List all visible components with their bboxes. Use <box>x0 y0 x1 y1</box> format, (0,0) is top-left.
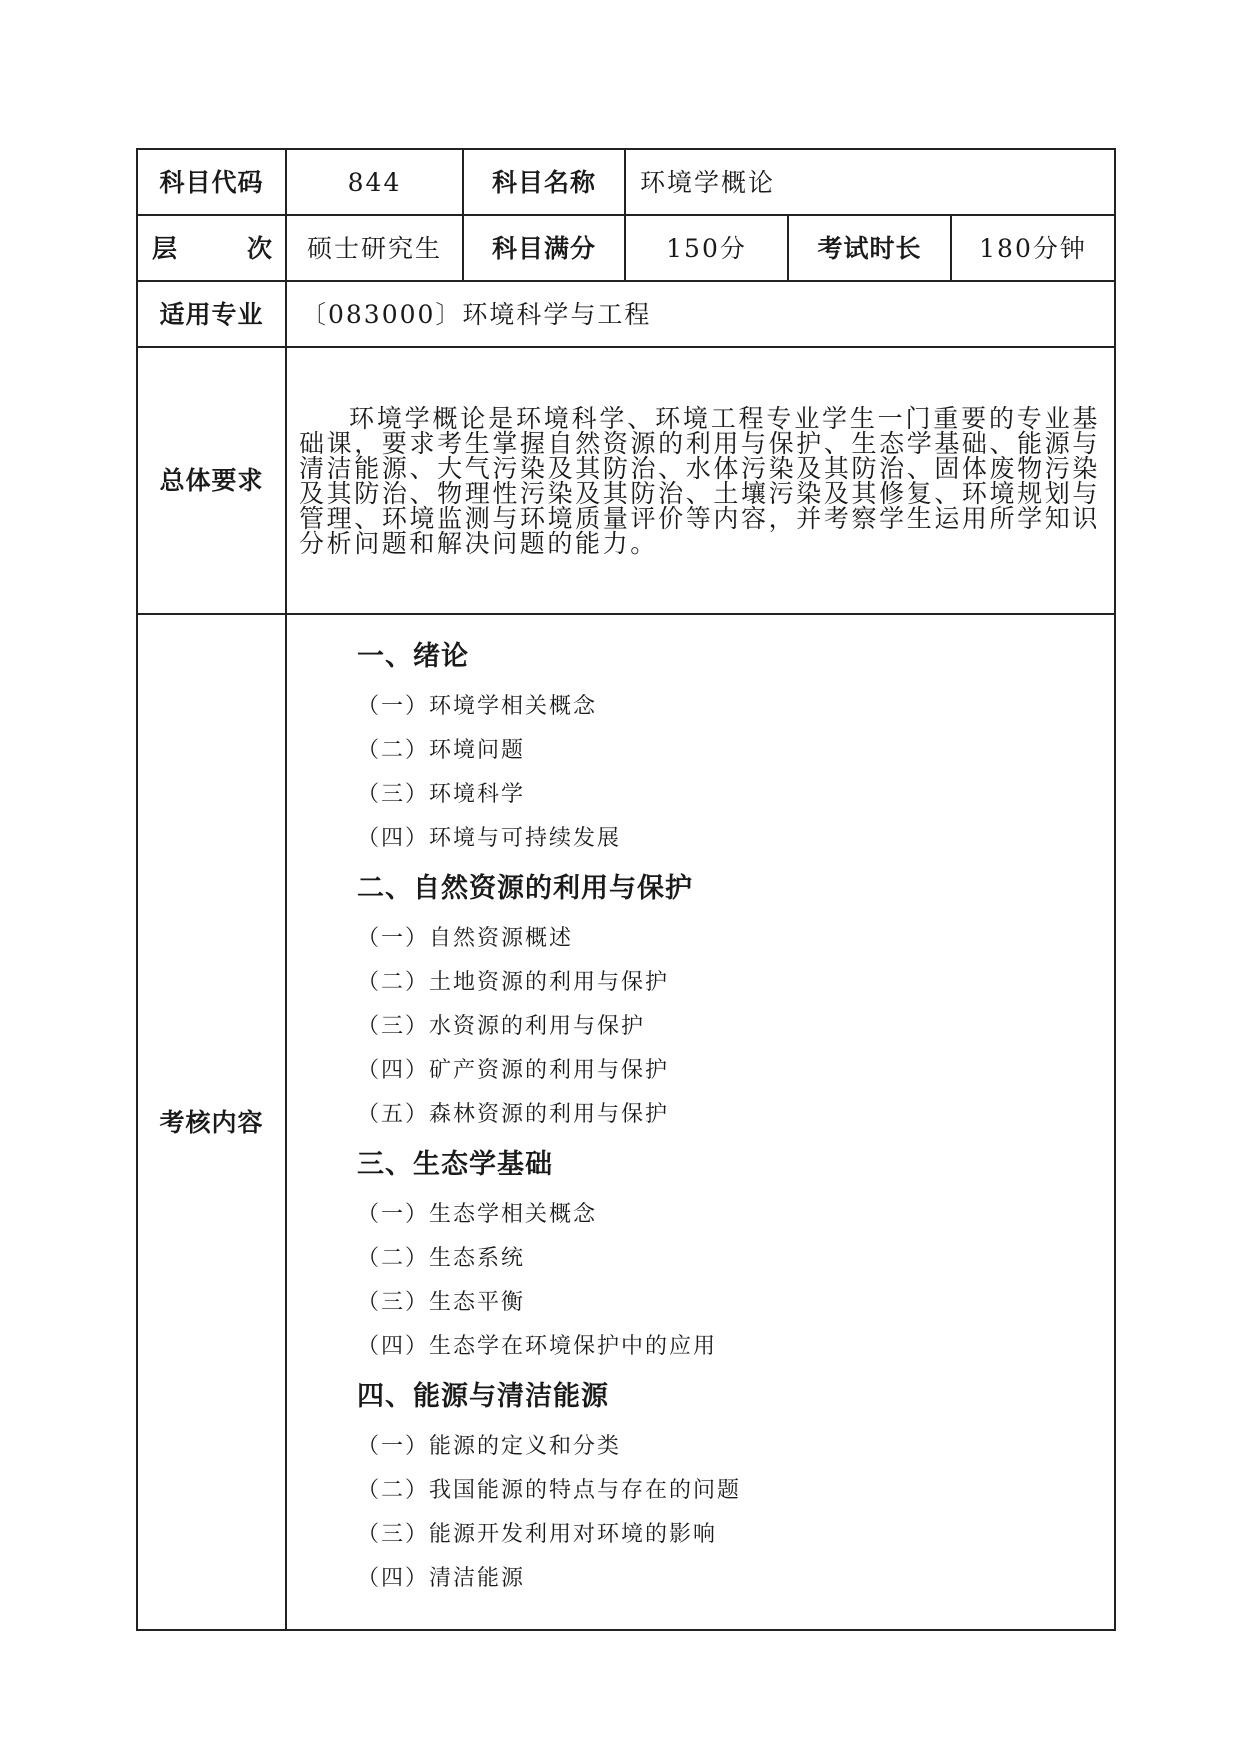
duration-label: 考试时长 <box>788 215 951 281</box>
section-title: 四、能源与清洁能源 <box>357 1381 609 1412</box>
requirements-row <box>137 347 1115 614</box>
section-item: （二）我国能源的特点与存在的问题 <box>357 1478 742 1503</box>
subject-code-label: 科目代码 <box>137 149 286 215</box>
section-item: （二）环境问题 <box>357 738 526 763</box>
subject-row <box>137 149 1115 215</box>
duration-value: 180分钟 <box>951 215 1115 281</box>
content-row <box>137 614 1115 1630</box>
requirements-text: 环境学概论是环境科学、环境工程专业学生一门重要的专业基础课，要求考生掌握自然资源的利用与保护、生态学基础、能源与清洁能源、大气污染及其防治、水体污染及其防治、固体废物污染及其防治、物理性污染及其防治、土壤污染及其修复、环境规划与管理、环境监测与环境质量评价等内容，并考察学生运用所学知识分析问题和解决问题的能力。 <box>286 347 1115 614</box>
section-item: （一）自然资源概述 <box>357 926 574 951</box>
section-item: （三）环境科学 <box>357 782 526 807</box>
level-label-left: 层 <box>152 233 179 263</box>
major-label: 适用专业 <box>137 281 286 347</box>
section-item: （一）能源的定义和分类 <box>357 1434 622 1459</box>
content-label: 考核内容 <box>137 614 286 1630</box>
content-list <box>287 615 1114 1601</box>
section-item: （一）环境学相关概念 <box>357 694 598 719</box>
requirements-label: 总体要求 <box>137 347 286 614</box>
full-score-value: 150分 <box>625 215 788 281</box>
content-cell <box>286 614 1115 1630</box>
major-row <box>137 281 1115 347</box>
section-title: 三、生态学基础 <box>357 1149 553 1180</box>
section-item: （三）生态平衡 <box>357 1290 526 1315</box>
section-item: （四）生态学在环境保护中的应用 <box>357 1334 718 1359</box>
section-title: 一、绪论 <box>357 641 469 672</box>
exam-syllabus-table <box>136 148 1116 1631</box>
section-item: （三）水资源的利用与保护 <box>357 1014 646 1039</box>
section-item: （三）能源开发利用对环境的影响 <box>357 1522 718 1547</box>
level-label-right: 次 <box>246 233 273 263</box>
section-item: （四）清洁能源 <box>357 1566 526 1591</box>
section-item: （五）森林资源的利用与保护 <box>357 1102 670 1127</box>
level-value: 硕士研究生 <box>286 215 463 281</box>
level-row <box>137 215 1115 281</box>
section-item: （一）生态学相关概念 <box>357 1202 598 1227</box>
full-score-label: 科目满分 <box>463 215 625 281</box>
subject-name-label: 科目名称 <box>463 149 625 215</box>
section-title: 二、自然资源的利用与保护 <box>357 873 693 904</box>
section-item: （二）生态系统 <box>357 1246 526 1271</box>
subject-code-value: 844 <box>286 149 463 215</box>
section-item: （四）环境与可持续发展 <box>357 826 622 851</box>
section-item: （二）土地资源的利用与保护 <box>357 970 670 995</box>
major-value: 〔083000〕环境科学与工程 <box>286 281 1115 347</box>
section-item: （四）矿产资源的利用与保护 <box>357 1058 670 1083</box>
level-label <box>137 215 286 281</box>
subject-name-value: 环境学概论 <box>625 149 1115 215</box>
